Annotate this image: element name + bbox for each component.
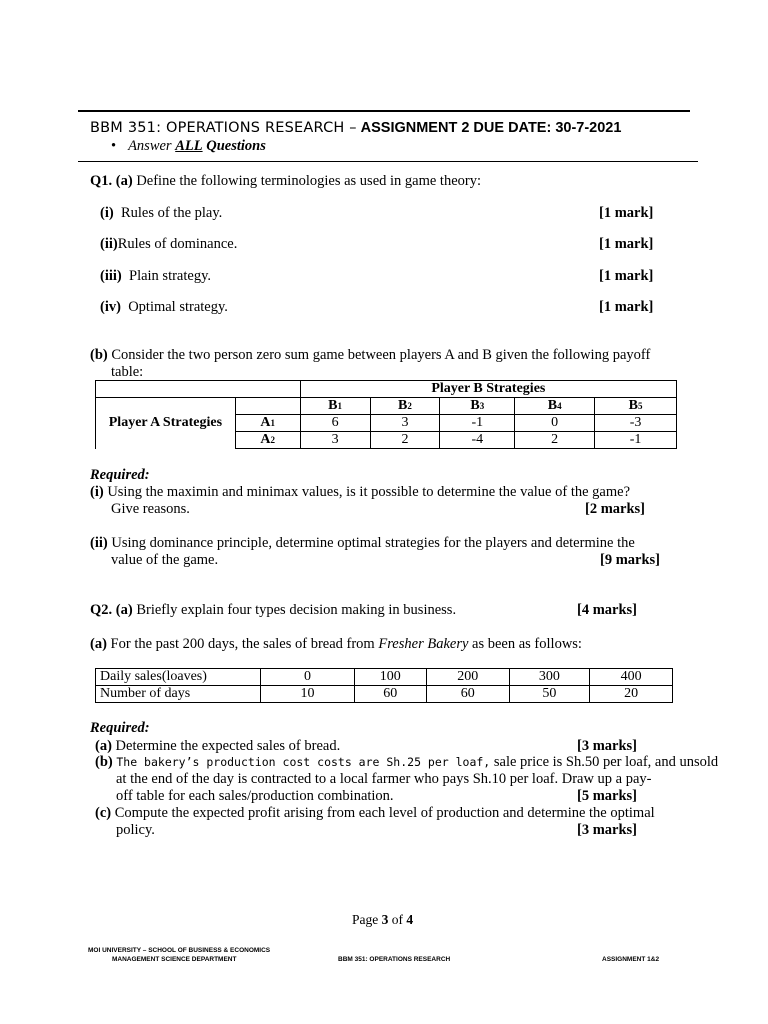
q2-required-b-mark: [5 marks] <box>577 788 638 804</box>
instruction-all: ALL <box>175 138 203 154</box>
q1-required-heading: Required: <box>90 467 150 483</box>
q1-item-iii: (iii) Plain strategy. <box>100 268 212 284</box>
q1-required-ii-mark: [9 marks] <box>600 552 661 568</box>
q2-required-a: (a) Determine the expected sales of bread. <box>95 738 341 754</box>
q1-item-ii-mark: [1 mark] <box>599 236 654 252</box>
sales-table <box>95 668 673 703</box>
table-cell: 2 <box>515 432 595 449</box>
table-cell: 60 <box>426 686 509 703</box>
table-cell: 2 <box>370 432 440 449</box>
q2-b-text: (a) For the past 200 days, the sales of bread from Fresher Bakery as been as follows: <box>90 636 582 652</box>
q1-b-text: (b) Consider the two person zero sum game between players A and B given the following payoff <box>90 347 651 363</box>
col-header-b3: B3 <box>440 398 515 415</box>
q2-required-a-mark: [3 marks] <box>577 738 638 754</box>
table-cell: -3 <box>595 415 677 432</box>
q1-item-iv: (iv) Optimal strategy. <box>100 299 228 315</box>
footer-department: MANAGEMENT SCIENCE DEPARTMENT <box>112 956 237 963</box>
footer-course: BBM 351: OPERATIONS RESEARCH <box>338 956 451 963</box>
table-cell: 400 <box>590 669 673 686</box>
table-row <box>96 398 677 415</box>
q1-item-i-mark: [1 mark] <box>599 205 654 221</box>
table-cell: -4 <box>440 432 515 449</box>
q2-required-heading: Required: <box>90 720 150 736</box>
table-cell: 6 <box>300 415 370 432</box>
course-title: BBM 351: OPERATIONS RESEARCH – <box>90 120 357 136</box>
q2-required-c: (c) Compute the expected profit arising from each level of production and determine the optimal <box>95 805 655 821</box>
q1-required-i: (i) Using the maximin and minimax values, is it possible to determine the value of the game? <box>90 484 630 500</box>
table-row <box>96 381 677 398</box>
q1-item-ii: (ii)Rules of dominance. <box>100 236 238 252</box>
col-header-b4: B4 <box>515 398 595 415</box>
q1-item-iv-mark: [1 mark] <box>599 299 654 315</box>
q2-required-b-cont-2: off table for each sales/production combination. <box>116 788 394 804</box>
row-label-daily-sales: Daily sales(loaves) <box>96 669 261 686</box>
player-b-header: Player B Strategies <box>300 381 676 398</box>
q2-required-b-cont-1: at the end of the day is contracted to a local farmer who pays Sh.10 per loaf. Draw up a pay- <box>116 771 652 787</box>
table-cell: 50 <box>509 686 590 703</box>
table-cell: 10 <box>261 686 354 703</box>
q1-required-i-cont: Give reasons. <box>111 501 190 517</box>
q1-required-ii-cont: value of the game. <box>111 552 219 568</box>
footer-university: MOI UNIVERSITY – SCHOOL OF BUSINESS & ECONOMICS <box>88 947 271 954</box>
table-cell: 60 <box>354 686 426 703</box>
table-cell: 100 <box>354 669 426 686</box>
table-cell: -1 <box>595 432 677 449</box>
player-a-header: Player A Strategies <box>96 398 236 449</box>
assignment-title: ASSIGNMENT 2 DUE DATE: 30-7-2021 <box>360 120 622 136</box>
col-header-b1: B1 <box>300 398 370 415</box>
q1-item-iii-mark: [1 mark] <box>599 268 654 284</box>
q1-required-ii: (ii) Using dominance principle, determine optimal strategies for the players and determine the <box>90 535 635 551</box>
q2-required-c-cont: policy. <box>116 822 155 838</box>
header-top-rule <box>78 110 690 112</box>
footer-assignment: ASSIGNMENT 1&2 <box>602 956 660 963</box>
header-bottom-rule <box>78 161 698 162</box>
q1-item-i: (i) Rules of the play. <box>100 205 223 221</box>
page-number: Page 3 of 4 <box>352 912 414 927</box>
table-cell: 3 <box>300 432 370 449</box>
table-cell: 0 <box>515 415 595 432</box>
q1-b-text-2: table: <box>111 364 144 380</box>
col-header-b2: B2 <box>370 398 440 415</box>
table-cell: 20 <box>590 686 673 703</box>
q2-required-b: (b) The bakery’s production cost costs are Sh.25 per loaf, sale price is Sh.50 per loaf, and unsold <box>95 754 719 770</box>
row-label-number-of-days: Number of days <box>96 686 261 703</box>
q2-a: Q2. (a) Briefly explain four types decision making in business. <box>90 602 457 618</box>
instruction: • Answer ALL Questions <box>111 138 266 154</box>
table-cell: 3 <box>370 415 440 432</box>
row-header-a1: A1 <box>235 415 300 432</box>
q1-a-intro: Q1. (a) Define the following terminologies as used in game theory: <box>90 173 482 189</box>
payoff-table <box>95 380 677 449</box>
row-header-a2: A2 <box>235 432 300 449</box>
q1-required-i-mark: [2 marks] <box>585 501 646 517</box>
page-title <box>90 119 621 137</box>
table-cell: -1 <box>440 415 515 432</box>
table-row <box>96 669 673 686</box>
bullet-icon: • <box>111 138 117 154</box>
q2-required-c-mark: [3 marks] <box>577 822 638 838</box>
col-header-b5: B5 <box>595 398 677 415</box>
table-cell: 200 <box>426 669 509 686</box>
table-cell: 300 <box>509 669 590 686</box>
q2-a-mark: [4 marks] <box>577 602 638 618</box>
table-cell: 0 <box>261 669 354 686</box>
table-row <box>96 686 673 703</box>
